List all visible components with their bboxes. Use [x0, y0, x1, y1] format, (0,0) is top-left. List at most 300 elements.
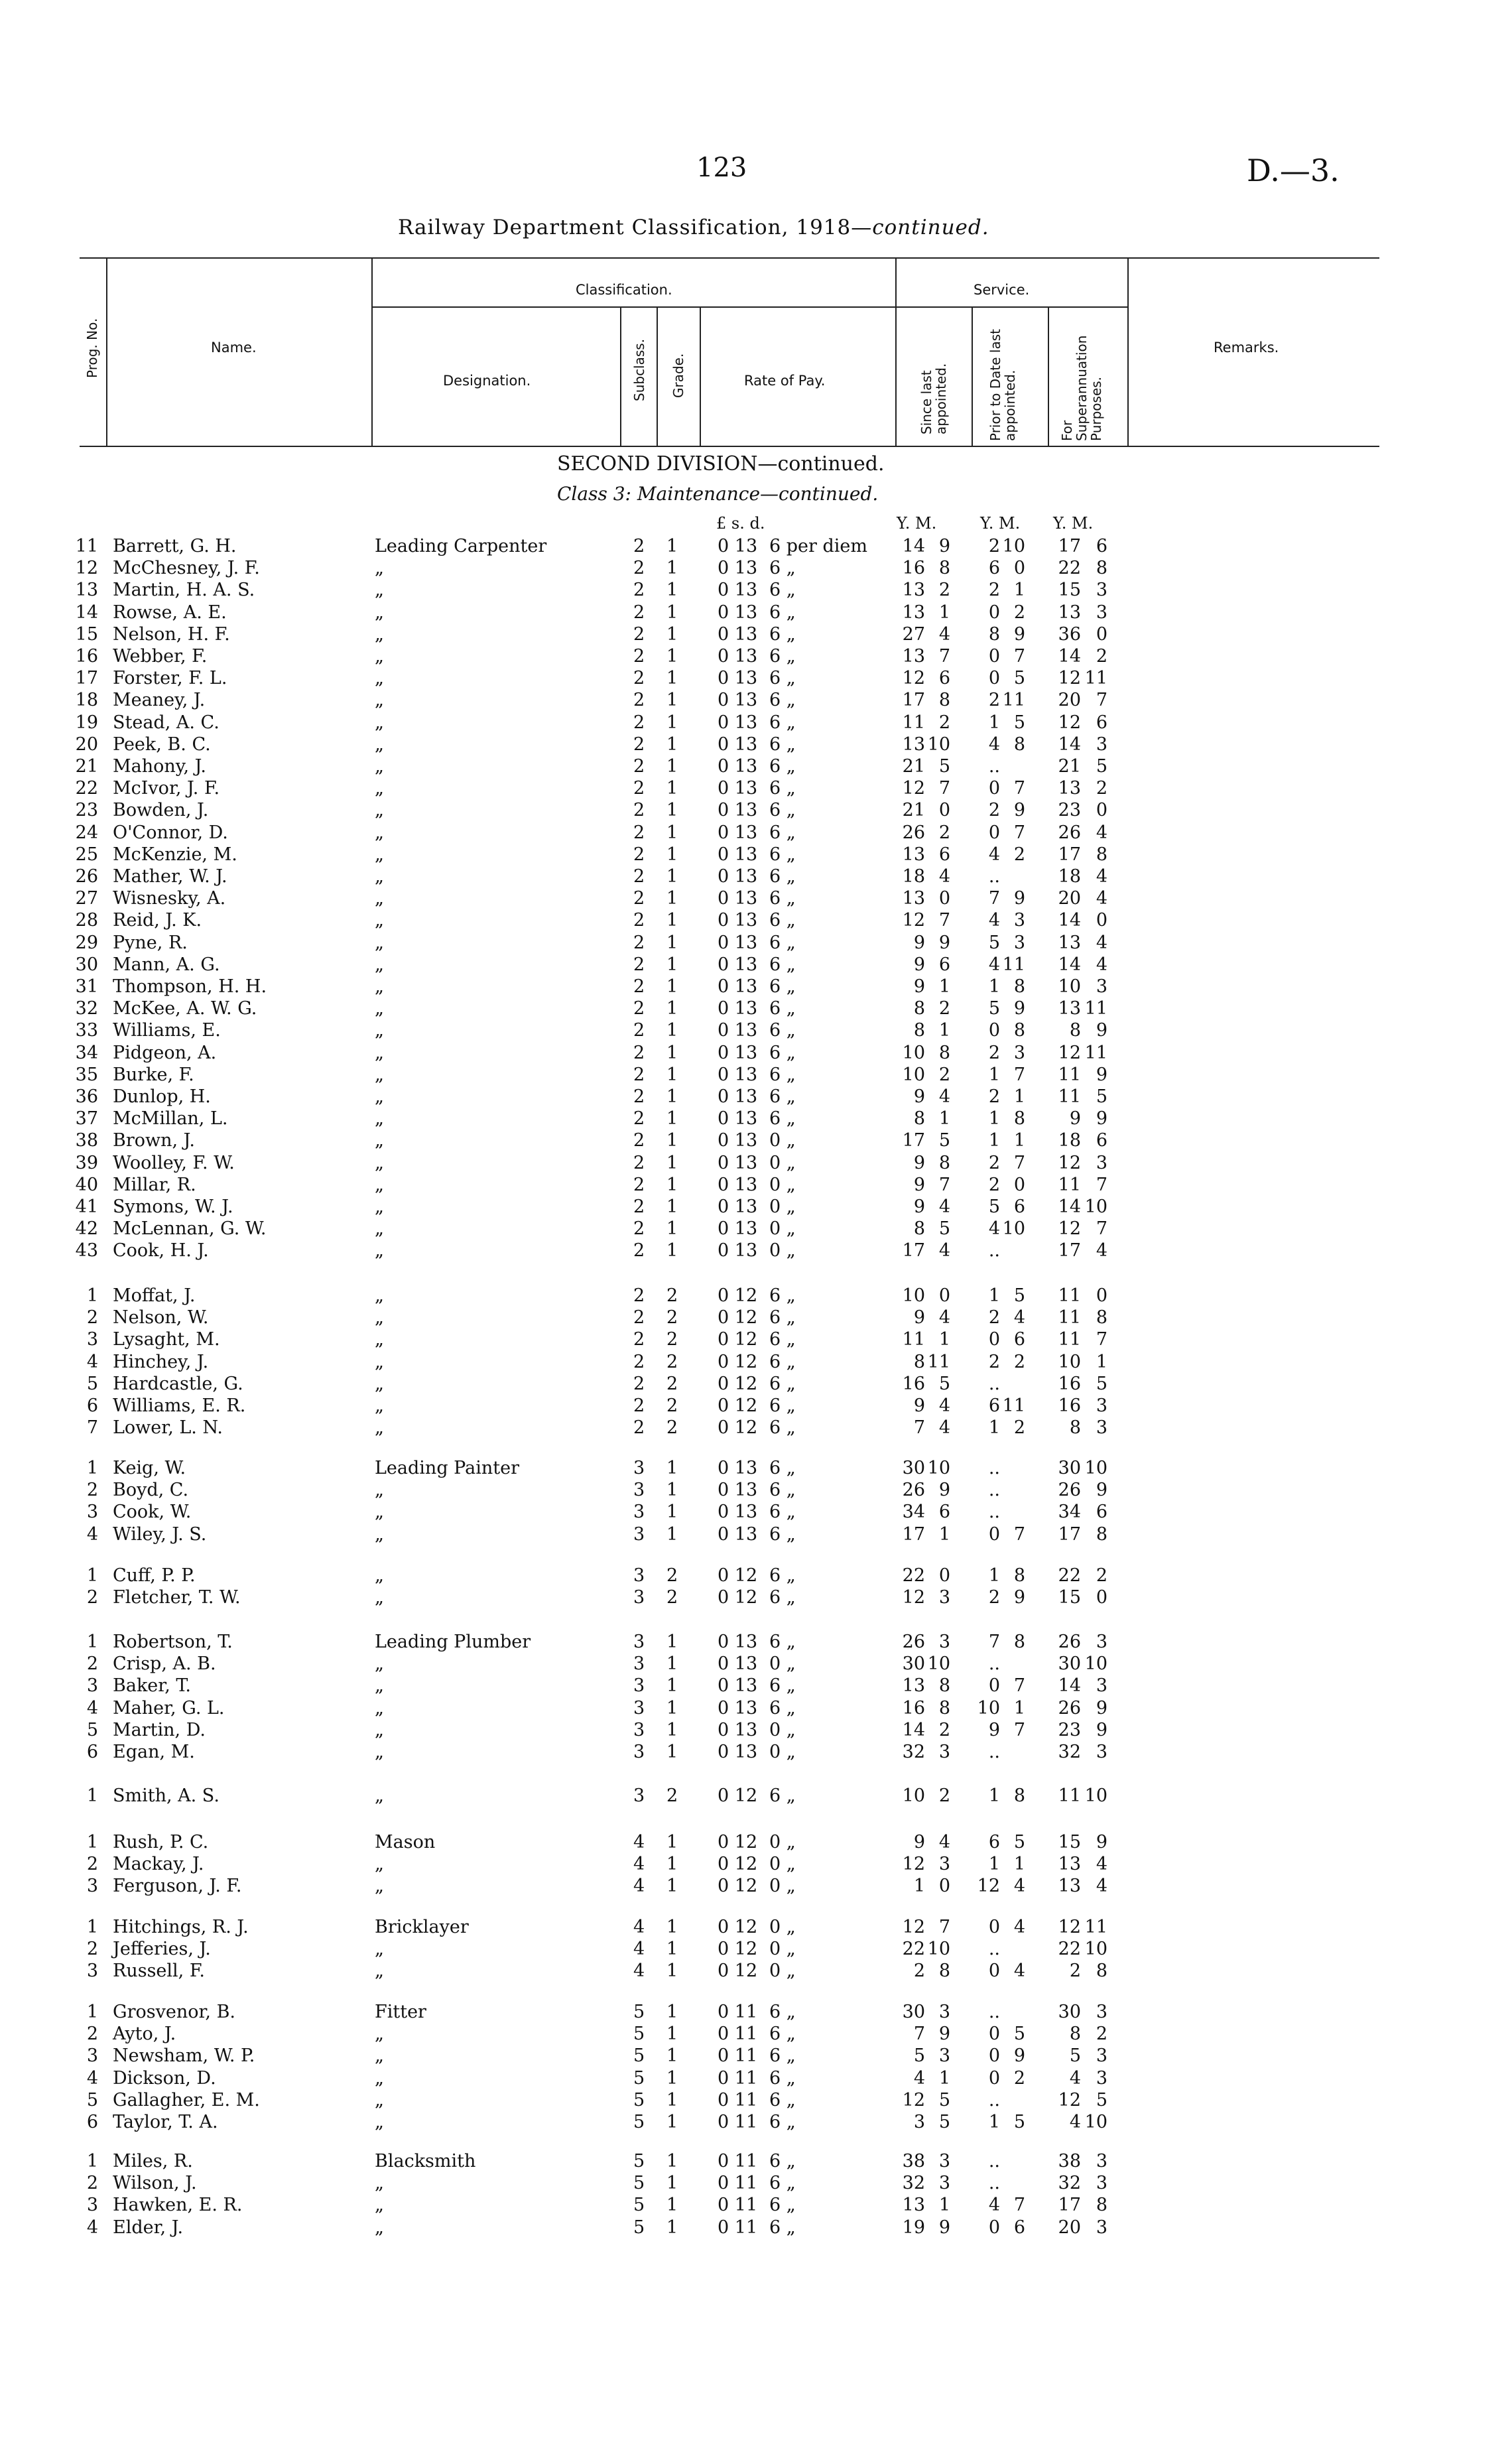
cell-prior-years: .. [988, 1240, 1000, 1262]
table-row [0, 734, 1512, 756]
cell-since-months: 3 [938, 1587, 950, 1608]
cell-since-months: 2 [938, 822, 950, 843]
cell-super-years: 8 [1069, 2024, 1081, 2045]
table-row [0, 1218, 1512, 1240]
cell-subclass: 5 [633, 2002, 645, 2022]
cell-rate-d: 0 „ [769, 1197, 796, 1217]
cell-prior-months: 4 [1013, 1307, 1025, 1328]
cell-rate-ls: 0 13 [718, 536, 758, 556]
cell-designation: „ [375, 734, 384, 755]
table-row [0, 976, 1512, 998]
cell-grade: 1 [666, 2217, 678, 2238]
cell-since-months: 4 [938, 1307, 950, 1328]
cell-since-months: 0 [938, 1285, 950, 1306]
table-row [0, 668, 1512, 690]
table-row [0, 1502, 1512, 1523]
cell-super-years: 11 [1058, 1086, 1081, 1107]
cell-since-months: 5 [938, 2112, 950, 2132]
cell-subclass: 2 [633, 1373, 645, 1394]
cell-super-years: 17 [1058, 2195, 1081, 2216]
cell-subclass: 2 [633, 1351, 645, 1372]
cell-prior-months: 8 [1013, 976, 1025, 997]
cell-prog-no: 12 [75, 558, 98, 579]
cell-designation: „ [375, 1876, 384, 1897]
cell-grade: 1 [666, 2195, 678, 2216]
cell-subclass: 2 [633, 1417, 645, 1439]
cell-subclass: 2 [633, 822, 645, 843]
cell-super-years: 15 [1058, 580, 1081, 601]
cell-rate-ls: 0 13 [718, 1697, 758, 1718]
cell-prog-no: 16 [75, 646, 98, 667]
header-prior-to-date: Prior to Date last appointed. [987, 329, 1018, 441]
cell-since-months: 5 [938, 1218, 950, 1240]
cell-since-years: 9 [913, 954, 925, 975]
cell-prior-months: 7 [1013, 1064, 1025, 1085]
cell-designation: „ [375, 2067, 384, 2089]
cell-designation: „ [375, 976, 384, 997]
cell-since-months: 6 [938, 668, 950, 689]
cell-designation: „ [375, 822, 384, 843]
cell-rate-ls: 0 13 [718, 800, 758, 821]
cell-rate-ls: 0 13 [718, 690, 758, 711]
table-row [0, 1917, 1512, 1939]
cell-prior-years: 7 [988, 888, 1000, 909]
cell-subclass: 2 [633, 1329, 645, 1350]
page-number: 123 [696, 153, 747, 183]
cell-prior-months: 3 [1013, 910, 1025, 931]
cell-since-years: 13 [902, 602, 925, 623]
cell-rate-d: 6 „ [769, 1565, 796, 1586]
cell-since-months: 7 [938, 910, 950, 931]
cell-designation: „ [375, 646, 384, 667]
cell-designation: „ [375, 1417, 384, 1439]
cell-subclass: 5 [633, 2151, 645, 2171]
cell-rate-d: 6 „ [769, 1307, 796, 1328]
cell-designation: „ [375, 558, 384, 579]
cell-super-years: 2 [1069, 1961, 1081, 1982]
cell-super-years: 26 [1058, 822, 1081, 843]
header-designation: Designation. [443, 373, 531, 389]
cell-grade: 1 [666, 1130, 678, 1151]
cell-super-months: 7 [1096, 1218, 1107, 1240]
cell-grade: 1 [666, 1961, 678, 1982]
cell-prior-months: 1 [1013, 1697, 1025, 1718]
cell-since-months: 8 [938, 1961, 950, 1982]
table-row [0, 646, 1512, 668]
cell-name: Martin, H. A. S. [113, 580, 255, 601]
cell-prog-no: 3 [86, 1502, 98, 1523]
cell-super-years: 20 [1058, 2217, 1081, 2238]
cell-designation: „ [375, 1152, 384, 1173]
cell-designation: „ [375, 1240, 384, 1262]
cell-designation: „ [375, 998, 384, 1019]
cell-rate-d: 6 „ [769, 1675, 796, 1697]
cell-since-years: 8 [913, 1108, 925, 1130]
cell-super-years: 20 [1058, 888, 1081, 909]
cell-designation: „ [375, 1961, 384, 1982]
cell-rate-ls: 0 13 [718, 866, 758, 887]
cell-prior-months: 11 [1002, 1395, 1025, 1416]
cell-since-months: 1 [938, 1329, 950, 1350]
cell-designation: „ [375, 2173, 384, 2194]
cell-super-years: 30 [1058, 1653, 1081, 1675]
cell-super-years: 4 [1069, 2112, 1081, 2132]
cell-super-months: 0 [1096, 1587, 1107, 1608]
cell-name: Fletcher, T. W. [113, 1587, 241, 1608]
cell-rate-ls: 0 13 [718, 1174, 758, 1195]
cell-super-months: 11 [1084, 1042, 1107, 1063]
cell-since-months: 1 [938, 1523, 950, 1545]
cell-super-months: 3 [1096, 580, 1107, 601]
cell-subclass: 2 [633, 1130, 645, 1151]
cell-prior-months: 6 [1013, 1329, 1025, 1350]
cell-since-years: 13 [902, 1675, 925, 1697]
cell-subclass: 2 [633, 1086, 645, 1107]
cell-name: Woolley, F. W. [113, 1152, 235, 1173]
cell-subclass: 2 [633, 1064, 645, 1085]
cell-name: Cook, H. J. [113, 1240, 209, 1262]
cell-prior-years: 4 [988, 844, 1000, 865]
cell-prior-months: 11 [1002, 690, 1025, 711]
cell-rate-ls: 0 13 [718, 1458, 758, 1478]
cell-prior-years: 6 [988, 1832, 1000, 1852]
document-code: D.—3. [1247, 153, 1340, 188]
cell-since-months: 8 [938, 1152, 950, 1173]
cell-since-months: 4 [938, 1832, 950, 1852]
cell-grade: 1 [666, 1675, 678, 1697]
cell-prior-years: 2 [988, 1174, 1000, 1195]
cell-prior-months: 0 [1013, 1174, 1025, 1195]
cell-prior-years: 0 [988, 1917, 1000, 1937]
cell-since-years: 12 [902, 910, 925, 931]
cell-subclass: 5 [633, 2217, 645, 2238]
table-row [0, 1524, 1512, 1546]
cell-subclass: 2 [633, 954, 645, 975]
cell-grade: 2 [666, 1373, 678, 1394]
cell-name: Pyne, R. [113, 932, 188, 953]
cell-name: Boyd, C. [113, 1480, 189, 1501]
cell-name: Moffat, J. [113, 1285, 196, 1306]
cell-since-months: 11 [927, 1351, 950, 1372]
cell-prior-years: 0 [988, 602, 1000, 623]
cell-rate-ls: 0 11 [718, 2195, 758, 2216]
cell-rate-ls: 0 13 [718, 1719, 758, 1740]
cell-designation: „ [375, 1480, 384, 1501]
cell-grade: 1 [666, 690, 678, 711]
cell-name: Bowden, J. [113, 800, 209, 821]
cell-name: Pidgeon, A. [113, 1042, 217, 1063]
header-subclass: Subclass. [631, 338, 647, 401]
cell-prior-years: 2 [988, 1152, 1000, 1173]
cell-super-years: 11 [1058, 1329, 1081, 1350]
cell-prior-years: 7 [988, 1632, 1000, 1652]
cell-name: Hardcastle, G. [113, 1373, 243, 1394]
cell-super-years: 15 [1058, 1832, 1081, 1852]
cell-prior-years: 8 [988, 623, 1000, 645]
cell-super-years: 14 [1058, 954, 1081, 975]
cell-prog-no: 20 [75, 734, 98, 755]
cell-grade: 2 [666, 1329, 678, 1350]
cell-name: Gallagher, E. M. [113, 2089, 260, 2110]
header-remarks: Remarks. [1214, 340, 1279, 356]
unit-super-ym: Y. M. [1053, 514, 1094, 533]
cell-subclass: 2 [633, 800, 645, 821]
cell-grade: 1 [666, 1719, 678, 1740]
cell-prog-no: 2 [86, 1307, 98, 1328]
cell-name: Ferguson, J. F. [113, 1876, 242, 1897]
cell-since-years: 12 [902, 1587, 925, 1608]
cell-grade: 1 [666, 888, 678, 909]
cell-prior-years: 0 [988, 1329, 1000, 1350]
cell-name: Reid, J. K. [113, 910, 202, 931]
cell-since-years: 5 [913, 2045, 925, 2067]
cell-super-months: 10 [1084, 1653, 1107, 1675]
cell-prog-no: 2 [86, 1653, 98, 1675]
cell-rate-d: 6 „ [769, 844, 796, 865]
cell-since-years: 17 [902, 690, 925, 711]
cell-designation: „ [375, 623, 384, 645]
cell-rate-d: 0 „ [769, 1961, 796, 1982]
cell-rate-d: 6 „ [769, 954, 796, 975]
cell-since-months: 6 [938, 1502, 950, 1523]
cell-prog-no: 18 [75, 690, 98, 711]
cell-subclass: 2 [633, 998, 645, 1019]
cell-prior-months: 8 [1013, 1565, 1025, 1586]
cell-rate-ls: 0 13 [718, 932, 758, 953]
cell-designation: „ [375, 1130, 384, 1151]
class-title: Class 3: Maintenance—continued. [557, 483, 879, 505]
cell-name: McMillan, L. [113, 1108, 228, 1130]
table-row [0, 933, 1512, 954]
cell-prior-years: 2 [988, 800, 1000, 821]
cell-name: Meaney, J. [113, 690, 206, 711]
cell-rate-d: 6 „ [769, 1351, 796, 1372]
cell-since-months: 3 [938, 2045, 950, 2067]
cell-prog-no: 4 [86, 2217, 98, 2238]
cell-super-months: 4 [1096, 888, 1107, 909]
cell-rate-ls: 0 13 [718, 1742, 758, 1762]
cell-designation: Fitter [375, 2002, 426, 2022]
cell-prior-months: 9 [1013, 1587, 1025, 1608]
cell-subclass: 5 [633, 2067, 645, 2089]
cell-grade: 1 [666, 1458, 678, 1478]
cell-rate-d: 6 „ [769, 1042, 796, 1063]
cell-designation: „ [375, 1285, 384, 1306]
cell-super-months: 5 [1096, 1373, 1107, 1394]
cell-super-months: 5 [1096, 2089, 1107, 2110]
cell-grade: 1 [666, 1020, 678, 1041]
cell-subclass: 3 [633, 1697, 645, 1718]
cell-rate-d: 6 „ [769, 1523, 796, 1545]
table-row [0, 1352, 1512, 1374]
cell-grade: 2 [666, 1307, 678, 1328]
cell-super-years: 10 [1058, 976, 1081, 997]
cell-rate-ls: 0 13 [718, 954, 758, 975]
cell-prog-no: 14 [75, 602, 98, 623]
cell-rate-d: 6 „ [769, 1697, 796, 1718]
cell-super-months: 2 [1096, 1565, 1107, 1586]
cell-since-years: 10 [902, 1064, 925, 1085]
cell-grade: 1 [666, 580, 678, 601]
cell-prog-no: 40 [75, 1174, 98, 1195]
cell-super-years: 11 [1058, 1174, 1081, 1195]
cell-subclass: 3 [633, 1523, 645, 1545]
cell-super-months: 3 [1096, 976, 1107, 997]
cell-designation: „ [375, 1373, 384, 1394]
cell-rate-d: 6 „ [769, 668, 796, 689]
cell-prior-years: 0 [988, 646, 1000, 667]
cell-since-years: 9 [913, 932, 925, 953]
cell-since-months: 1 [938, 976, 950, 997]
cell-super-years: 17 [1058, 1240, 1081, 1262]
cell-grade: 1 [666, 1480, 678, 1501]
cell-prog-no: 2 [86, 1854, 98, 1875]
cell-subclass: 5 [633, 2024, 645, 2045]
cell-prior-months: 7 [1013, 1152, 1025, 1173]
cell-prog-no: 1 [86, 1285, 98, 1306]
cell-prior-years: 0 [988, 2024, 1000, 2045]
cell-prior-years: 2 [988, 1351, 1000, 1372]
cell-since-months: 4 [938, 1086, 950, 1107]
cell-prior-months: 0 [1013, 558, 1025, 579]
table-row [0, 1086, 1512, 1108]
cell-prog-no: 1 [86, 1565, 98, 1586]
cell-grade: 1 [666, 1917, 678, 1937]
cell-name: Martin, D. [113, 1719, 206, 1740]
cell-designation: „ [375, 2045, 384, 2067]
cell-rate-ls: 0 13 [718, 734, 758, 755]
cell-subclass: 3 [633, 1502, 645, 1523]
cell-grade: 1 [666, 866, 678, 887]
cell-designation: „ [375, 690, 384, 711]
cell-grade: 1 [666, 1218, 678, 1240]
cell-prior-years: 6 [988, 1395, 1000, 1416]
cell-prior-years: 0 [988, 1523, 1000, 1545]
cell-subclass: 4 [633, 1876, 645, 1897]
table-row [0, 2090, 1512, 2112]
cell-since-months: 9 [938, 1480, 950, 1501]
cell-prog-no: 2 [86, 1480, 98, 1501]
cell-since-years: 30 [902, 1653, 925, 1675]
cell-prog-no: 3 [86, 1675, 98, 1697]
cell-prior-months: 11 [1002, 954, 1025, 975]
cell-grade: 1 [666, 1174, 678, 1195]
cell-rate-ls: 0 12 [718, 1587, 758, 1608]
cell-super-months: 2 [1096, 646, 1107, 667]
cell-super-months: 4 [1096, 822, 1107, 843]
cell-since-years: 4 [913, 2067, 925, 2089]
cell-since-years: 8 [913, 1020, 925, 1041]
cell-rate-ls: 0 13 [718, 1108, 758, 1130]
cell-designation: „ [375, 1742, 384, 1762]
cell-prog-no: 30 [75, 954, 98, 975]
cell-rate-ls: 0 13 [718, 1632, 758, 1652]
cell-prog-no: 1 [86, 1458, 98, 1478]
cell-super-years: 14 [1058, 646, 1081, 667]
cell-grade: 1 [666, 536, 678, 556]
cell-prog-no: 4 [86, 1523, 98, 1545]
cell-designation: „ [375, 2024, 384, 2045]
cell-since-months: 5 [938, 1130, 950, 1151]
cell-grade: 1 [666, 1832, 678, 1852]
cell-rate-d: 6 „ [769, 932, 796, 953]
cell-grade: 1 [666, 910, 678, 931]
cell-since-years: 16 [902, 1697, 925, 1718]
cell-rate-ls: 0 13 [718, 646, 758, 667]
cell-prior-years: .. [988, 2002, 1000, 2022]
cell-rate-d: 6 „ [769, 888, 796, 909]
table-row [0, 910, 1512, 932]
cell-designation: „ [375, 756, 384, 777]
cell-super-years: 13 [1058, 1876, 1081, 1897]
cell-since-months: 9 [938, 2024, 950, 2045]
cell-designation: „ [375, 910, 384, 931]
cell-subclass: 2 [633, 646, 645, 667]
cell-super-months: 10 [1084, 1197, 1107, 1217]
table-row [0, 1587, 1512, 1609]
cell-prior-years: .. [988, 2151, 1000, 2171]
cell-rate-ls: 0 13 [718, 910, 758, 931]
cell-subclass: 3 [633, 1480, 645, 1501]
cell-rate-ls: 0 13 [718, 822, 758, 843]
cell-since-months: 5 [938, 2089, 950, 2110]
cell-grade: 1 [666, 2112, 678, 2132]
cell-prior-years: 4 [988, 734, 1000, 755]
table-row [0, 1720, 1512, 1742]
table-row [0, 1108, 1512, 1130]
table-row [0, 1785, 1512, 1807]
cell-prior-years: 6 [988, 558, 1000, 579]
cell-rate-d: 6 „ [769, 998, 796, 1019]
cell-designation: Leading Painter [375, 1458, 519, 1478]
cell-prior-months: 1 [1013, 1854, 1025, 1875]
cell-prog-no: 27 [75, 888, 98, 909]
table-row [0, 602, 1512, 624]
cell-designation: „ [375, 1939, 384, 1960]
cell-rate-d: 6 „ [769, 1480, 796, 1501]
cell-since-years: 12 [902, 1917, 925, 1937]
cell-super-months: 3 [1096, 2151, 1107, 2171]
cell-prior-months: 4 [1013, 1917, 1025, 1937]
cell-since-years: 14 [902, 1719, 925, 1740]
cell-super-years: 38 [1058, 2151, 1081, 2171]
cell-prior-months: 8 [1013, 1020, 1025, 1041]
cell-super-months: 6 [1096, 1502, 1107, 1523]
cell-name: Mackay, J. [113, 1854, 204, 1875]
cell-grade: 1 [666, 2151, 678, 2171]
cell-subclass: 2 [633, 1042, 645, 1063]
cell-since-months: 2 [938, 1064, 950, 1085]
cell-name: Mann, A. G. [113, 954, 220, 975]
cell-prior-months: 7 [1013, 2195, 1025, 2216]
cell-rate-ls: 0 13 [718, 998, 758, 1019]
cell-since-years: 19 [902, 2217, 925, 2238]
cell-designation: „ [375, 932, 384, 953]
cell-rate-d: 6 „ [769, 690, 796, 711]
cell-super-months: 7 [1096, 1174, 1107, 1195]
cell-super-months: 0 [1096, 1285, 1107, 1306]
cell-designation: „ [375, 1108, 384, 1130]
cell-since-months: 10 [927, 734, 950, 755]
cell-grade: 1 [666, 1742, 678, 1762]
cell-grade: 1 [666, 844, 678, 865]
cell-prior-years: 5 [988, 932, 1000, 953]
cell-rate-ls: 0 12 [718, 1417, 758, 1439]
cell-prog-no: 1 [86, 1785, 98, 1806]
cell-subclass: 2 [633, 1197, 645, 1217]
cell-name: Wisnesky, A. [113, 888, 226, 909]
cell-name: McLennan, G. W. [113, 1218, 267, 1240]
